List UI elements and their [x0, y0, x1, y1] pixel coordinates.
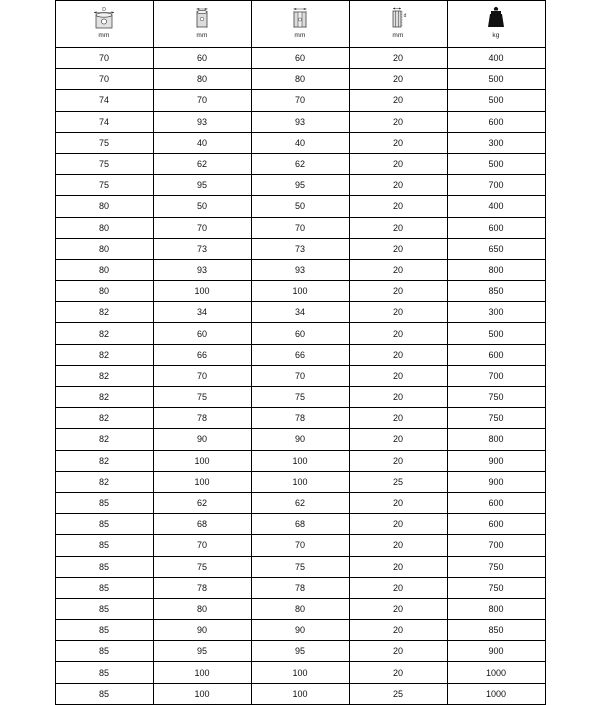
table-cell: 650 — [447, 238, 545, 259]
table-cell: 750 — [447, 408, 545, 429]
svg-text:D: D — [102, 7, 106, 13]
table-cell: 82 — [55, 323, 153, 344]
table-cell: 90 — [251, 620, 349, 641]
table-cell: 750 — [447, 577, 545, 598]
table-cell: 75 — [153, 387, 251, 408]
wheel-diameter-icon — [87, 4, 121, 32]
table-cell: 90 — [153, 429, 251, 450]
table-cell: 20 — [349, 217, 447, 238]
table-row — [55, 132, 545, 153]
table-cell: 500 — [447, 153, 545, 174]
table-row — [55, 111, 545, 132]
table-cell: 93 — [153, 111, 251, 132]
svg-text:d: d — [403, 13, 407, 19]
table-cell: 85 — [55, 598, 153, 619]
table-cell: 80 — [251, 69, 349, 90]
table-cell: 80 — [55, 281, 153, 302]
table-cell: 20 — [349, 111, 447, 132]
table-row — [55, 196, 545, 217]
table-cell: 75 — [251, 387, 349, 408]
table-row — [55, 153, 545, 174]
table-cell: 20 — [349, 238, 447, 259]
table-cell: 100 — [153, 683, 251, 704]
table-cell: 70 — [153, 217, 251, 238]
load-capacity-icon — [479, 4, 513, 32]
table-cell: 78 — [153, 577, 251, 598]
table-cell: 73 — [251, 238, 349, 259]
table-cell: 20 — [349, 556, 447, 577]
column-header-bore — [349, 1, 447, 48]
table-row — [55, 217, 545, 238]
table-row — [55, 514, 545, 535]
table-cell: 75 — [55, 153, 153, 174]
table-row — [55, 662, 545, 683]
table-cell: 82 — [55, 429, 153, 450]
table-cell: 60 — [251, 323, 349, 344]
table-cell: 80 — [55, 196, 153, 217]
table-row — [55, 365, 545, 386]
table-row — [55, 471, 545, 492]
column-header-width — [153, 1, 251, 48]
table-cell: 1000 — [447, 683, 545, 704]
table-cell: 85 — [55, 535, 153, 556]
table-cell: 800 — [447, 429, 545, 450]
table-cell: 100 — [153, 450, 251, 471]
table-cell: 80 — [251, 598, 349, 619]
table-cell: 20 — [349, 196, 447, 217]
table-cell: 34 — [251, 302, 349, 323]
table-cell: 80 — [153, 69, 251, 90]
table-row — [55, 90, 545, 111]
table-cell: 62 — [251, 153, 349, 174]
table-cell: 800 — [447, 259, 545, 280]
bore-diameter-icon — [381, 4, 415, 32]
table-cell: 20 — [349, 302, 447, 323]
table-cell: 20 — [349, 153, 447, 174]
table-cell: 850 — [447, 620, 545, 641]
table-cell: 60 — [251, 48, 349, 69]
table-cell: 20 — [349, 175, 447, 196]
table-cell: 85 — [55, 662, 153, 683]
table-cell: 850 — [447, 281, 545, 302]
table-cell: 500 — [447, 323, 545, 344]
table-cell: 400 — [447, 196, 545, 217]
table-cell: 82 — [55, 365, 153, 386]
table-cell: 93 — [153, 259, 251, 280]
table-cell: 90 — [153, 620, 251, 641]
table-cell: 20 — [349, 450, 447, 471]
table-cell: 68 — [251, 514, 349, 535]
table-cell: 74 — [55, 111, 153, 132]
table-cell: 70 — [251, 90, 349, 111]
table-header — [55, 1, 545, 48]
table-cell: 600 — [447, 111, 545, 132]
table-cell: 73 — [153, 238, 251, 259]
table-cell: 1000 — [447, 662, 545, 683]
table-cell: 62 — [153, 153, 251, 174]
table-cell: 20 — [349, 132, 447, 153]
table-cell: 300 — [447, 302, 545, 323]
table-cell: 80 — [55, 238, 153, 259]
wheel-specification-table — [55, 0, 546, 705]
table-cell: 20 — [349, 492, 447, 513]
table-cell: 50 — [153, 196, 251, 217]
table-cell: 82 — [55, 344, 153, 365]
table-cell: 20 — [349, 408, 447, 429]
table-cell: 82 — [55, 450, 153, 471]
table-cell: 100 — [251, 450, 349, 471]
table-cell: 75 — [55, 175, 153, 196]
table-cell: 85 — [55, 492, 153, 513]
table-row — [55, 429, 545, 450]
table-cell: 100 — [251, 662, 349, 683]
table-cell: 85 — [55, 514, 153, 535]
table-cell: 20 — [349, 259, 447, 280]
table-cell: 25 — [349, 683, 447, 704]
table-cell: 400 — [447, 48, 545, 69]
table-cell: 100 — [251, 281, 349, 302]
table-cell: 34 — [153, 302, 251, 323]
table-row — [55, 238, 545, 259]
table-row — [55, 259, 545, 280]
table-cell: 82 — [55, 387, 153, 408]
table-cell: 600 — [447, 514, 545, 535]
table-cell: 75 — [153, 556, 251, 577]
table-row — [55, 598, 545, 619]
column-header-diameter — [55, 1, 153, 48]
table-cell: 82 — [55, 408, 153, 429]
table-cell: 600 — [447, 344, 545, 365]
column-unit-diameter: mm — [98, 32, 110, 39]
table-cell: 74 — [55, 90, 153, 111]
table-cell: 82 — [55, 471, 153, 492]
table-cell: 40 — [153, 132, 251, 153]
table-cell: 20 — [349, 535, 447, 556]
column-unit-hub-length: mm — [294, 32, 306, 39]
table-cell: 20 — [349, 429, 447, 450]
table-cell: 700 — [447, 365, 545, 386]
table-cell: 900 — [447, 641, 545, 662]
table-cell: 95 — [153, 175, 251, 196]
table-cell: 600 — [447, 217, 545, 238]
table-cell: 20 — [349, 323, 447, 344]
table-row — [55, 683, 545, 704]
table-cell: 100 — [251, 683, 349, 704]
table-row — [55, 302, 545, 323]
table-cell: 78 — [251, 577, 349, 598]
table-cell: 70 — [251, 217, 349, 238]
table-cell: 70 — [153, 365, 251, 386]
table-cell: 900 — [447, 471, 545, 492]
table-cell: 20 — [349, 48, 447, 69]
table-row — [55, 620, 545, 641]
hub-length-icon — [283, 4, 317, 32]
table-cell: 85 — [55, 556, 153, 577]
table-header-row — [55, 1, 545, 48]
table-row — [55, 577, 545, 598]
table-cell: 40 — [251, 132, 349, 153]
table-cell: 20 — [349, 344, 447, 365]
table-cell: 75 — [55, 132, 153, 153]
column-header-load — [447, 1, 545, 48]
table-cell: 100 — [153, 281, 251, 302]
table-row — [55, 492, 545, 513]
table-cell: 62 — [153, 492, 251, 513]
table-cell: 66 — [153, 344, 251, 365]
table-cell: 78 — [251, 408, 349, 429]
table-cell: 20 — [349, 577, 447, 598]
table-cell: 750 — [447, 387, 545, 408]
table-cell: 85 — [55, 641, 153, 662]
column-unit-width: mm — [196, 32, 208, 39]
table-cell: 25 — [349, 471, 447, 492]
table-cell: 62 — [251, 492, 349, 513]
table-cell: 85 — [55, 577, 153, 598]
table-cell: 100 — [153, 471, 251, 492]
table-cell: 20 — [349, 641, 447, 662]
table-cell: 750 — [447, 556, 545, 577]
table-row — [55, 323, 545, 344]
table-cell: 82 — [55, 302, 153, 323]
table-cell: 600 — [447, 492, 545, 513]
wheel-width-icon — [185, 4, 219, 32]
table-cell: 80 — [153, 598, 251, 619]
table-cell: 85 — [55, 620, 153, 641]
table-row — [55, 48, 545, 69]
table-row — [55, 344, 545, 365]
column-unit-bore: mm — [392, 32, 404, 39]
table-cell: 20 — [349, 598, 447, 619]
table-cell: 800 — [447, 598, 545, 619]
table-row — [55, 408, 545, 429]
table-cell: 95 — [251, 641, 349, 662]
table-cell: 68 — [153, 514, 251, 535]
table-cell: 60 — [153, 323, 251, 344]
table-row — [55, 556, 545, 577]
table-cell: 90 — [251, 429, 349, 450]
table-row — [55, 450, 545, 471]
table-row — [55, 281, 545, 302]
table-cell: 20 — [349, 387, 447, 408]
table-cell: 70 — [251, 365, 349, 386]
column-header-hub-length — [251, 1, 349, 48]
table-cell: 75 — [251, 556, 349, 577]
table-cell: 70 — [153, 535, 251, 556]
table-cell: 20 — [349, 514, 447, 535]
table-cell: 93 — [251, 259, 349, 280]
table-cell: 900 — [447, 450, 545, 471]
table-body — [55, 48, 545, 705]
table-row — [55, 69, 545, 90]
table-cell: 500 — [447, 90, 545, 111]
table-cell: 78 — [153, 408, 251, 429]
table-cell: 85 — [55, 683, 153, 704]
table-cell: 95 — [153, 641, 251, 662]
table-cell: 20 — [349, 620, 447, 641]
table-cell: 80 — [55, 217, 153, 238]
table-row — [55, 387, 545, 408]
table-cell: 70 — [55, 48, 153, 69]
table-cell: 20 — [349, 69, 447, 90]
column-unit-load: kg — [492, 32, 500, 39]
table-cell: 95 — [251, 175, 349, 196]
table-cell: 300 — [447, 132, 545, 153]
table-cell: 20 — [349, 90, 447, 111]
table-cell: 20 — [349, 281, 447, 302]
table-cell: 100 — [251, 471, 349, 492]
table-cell: 700 — [447, 535, 545, 556]
table-cell: 70 — [153, 90, 251, 111]
table-cell: 700 — [447, 175, 545, 196]
table-cell: 70 — [251, 535, 349, 556]
table-cell: 500 — [447, 69, 545, 90]
table-cell: 93 — [251, 111, 349, 132]
table-cell: 60 — [153, 48, 251, 69]
table-cell: 20 — [349, 662, 447, 683]
table-cell: 66 — [251, 344, 349, 365]
table-row — [55, 641, 545, 662]
table-row — [55, 175, 545, 196]
table-cell: 20 — [349, 365, 447, 386]
table-cell: 70 — [55, 69, 153, 90]
table-row — [55, 535, 545, 556]
table-cell: 100 — [153, 662, 251, 683]
table-cell: 80 — [55, 259, 153, 280]
table-cell: 50 — [251, 196, 349, 217]
